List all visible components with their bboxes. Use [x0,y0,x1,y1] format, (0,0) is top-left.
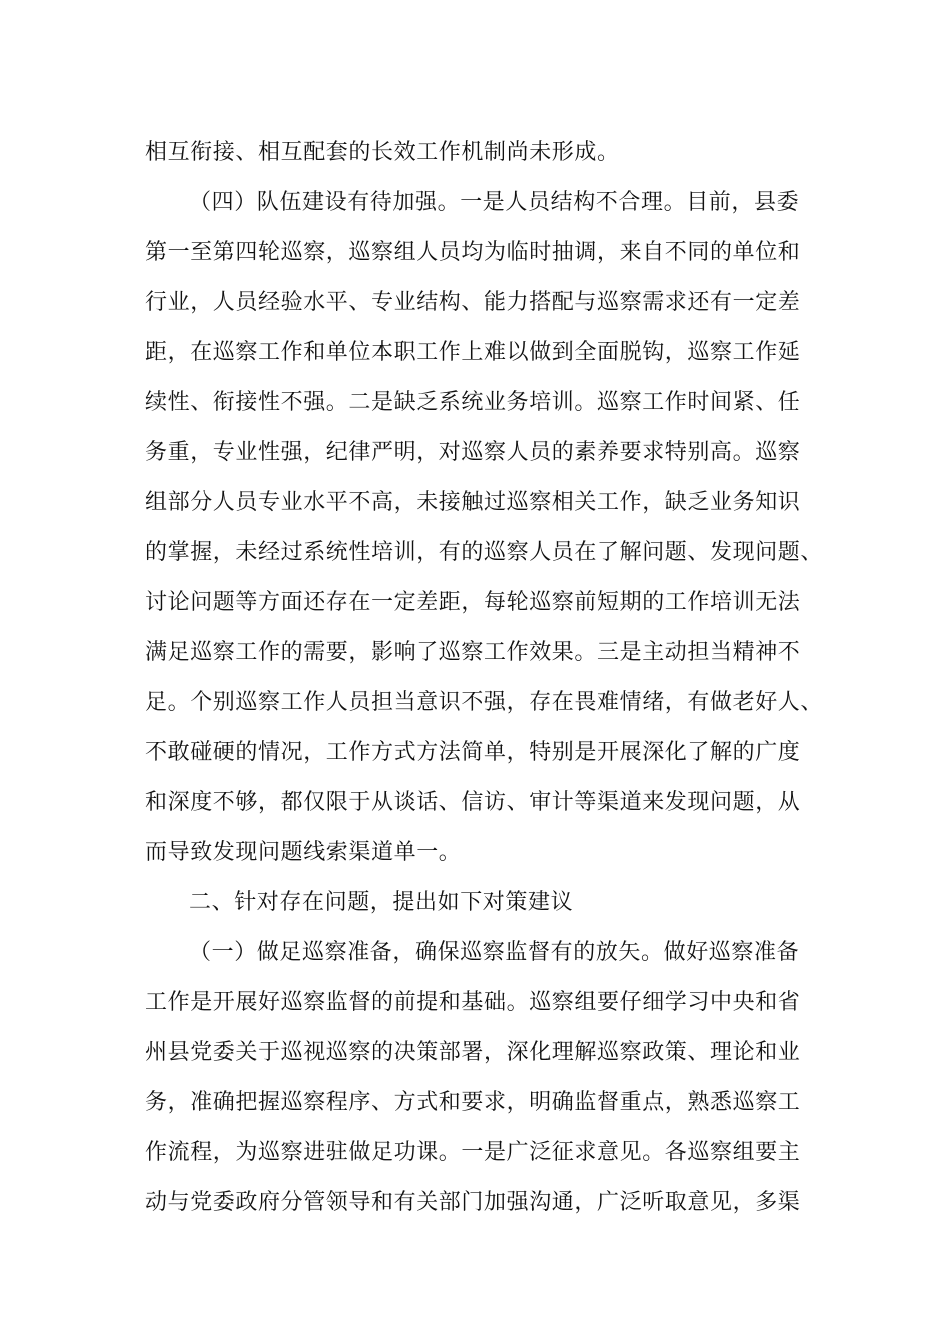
text-line: 的掌握，未经过系统性培训，有的巡察人员在了解问题、发现问题、 [145,540,824,565]
text-line: 第一至第四轮巡察，巡察组人员均为临时抽调，来自不同的单位和 [145,240,801,265]
text-line: 足。个别巡察工作人员担当意识不强，存在畏难情绪，有做老好人、 [145,690,824,715]
text-line: 工作是开展好巡察监督的前提和基础。巡察组要仔细学习中央和省 [145,990,801,1015]
text-line: 组部分人员专业水平不高，未接触过巡察相关工作，缺乏业务知识 [145,490,801,515]
text-line: 作流程，为巡察进驻做足功课。一是广泛征求意见。各巡察组要主 [145,1140,801,1165]
text-line: 不敢碰硬的情况，工作方式方法简单，特别是开展深化了解的广度 [145,740,801,765]
text-line: （四）队伍建设有待加强。一是人员结构不合理。目前，县委 [189,190,800,215]
text-line: 动与党委政府分管领导和有关部门加强沟通，广泛听取意见，多渠 [145,1190,801,1215]
text-line: 距，在巡察工作和单位本职工作上难以做到全面脱钩，巡察工作延 [145,340,801,365]
text-line: （一）做足巡察准备，确保巡察监督有的放矢。做好巡察准备 [189,940,800,965]
text-line: 讨论问题等方面还存在一定差距，每轮巡察前短期的工作培训无法 [145,590,801,615]
text-line: 续性、衔接性不强。二是缺乏系统业务培训。巡察工作时间紧、任 [145,390,801,415]
text-line: 而导致发现问题线索渠道单一。 [145,840,462,865]
text-line: 和深度不够，都仅限于从谈话、信访、审计等渠道来发现问题，从 [145,790,801,815]
text-line: 满足巡察工作的需要，影响了巡察工作效果。三是主动担当精神不 [145,640,801,665]
text-line: 行业，人员经验水平、专业结构、能力搭配与巡察需求还有一定差 [145,290,801,315]
text-line: 州县党委关于巡视巡察的决策部署，深化理解巡察政策、理论和业 [145,1040,801,1065]
text-line: 二、针对存在问题，提出如下对策建议 [189,890,574,915]
text-line: 务重，专业性强，纪律严明，对巡察人员的素养要求特别高。巡察 [145,440,801,465]
document-body [145,128,825,1228]
text-line: 务，准确把握巡察程序、方式和要求，明确监督重点，熟悉巡察工 [145,1090,801,1115]
text-line: 相互衔接、相互配套的长效工作机制尚未形成。 [145,140,620,165]
